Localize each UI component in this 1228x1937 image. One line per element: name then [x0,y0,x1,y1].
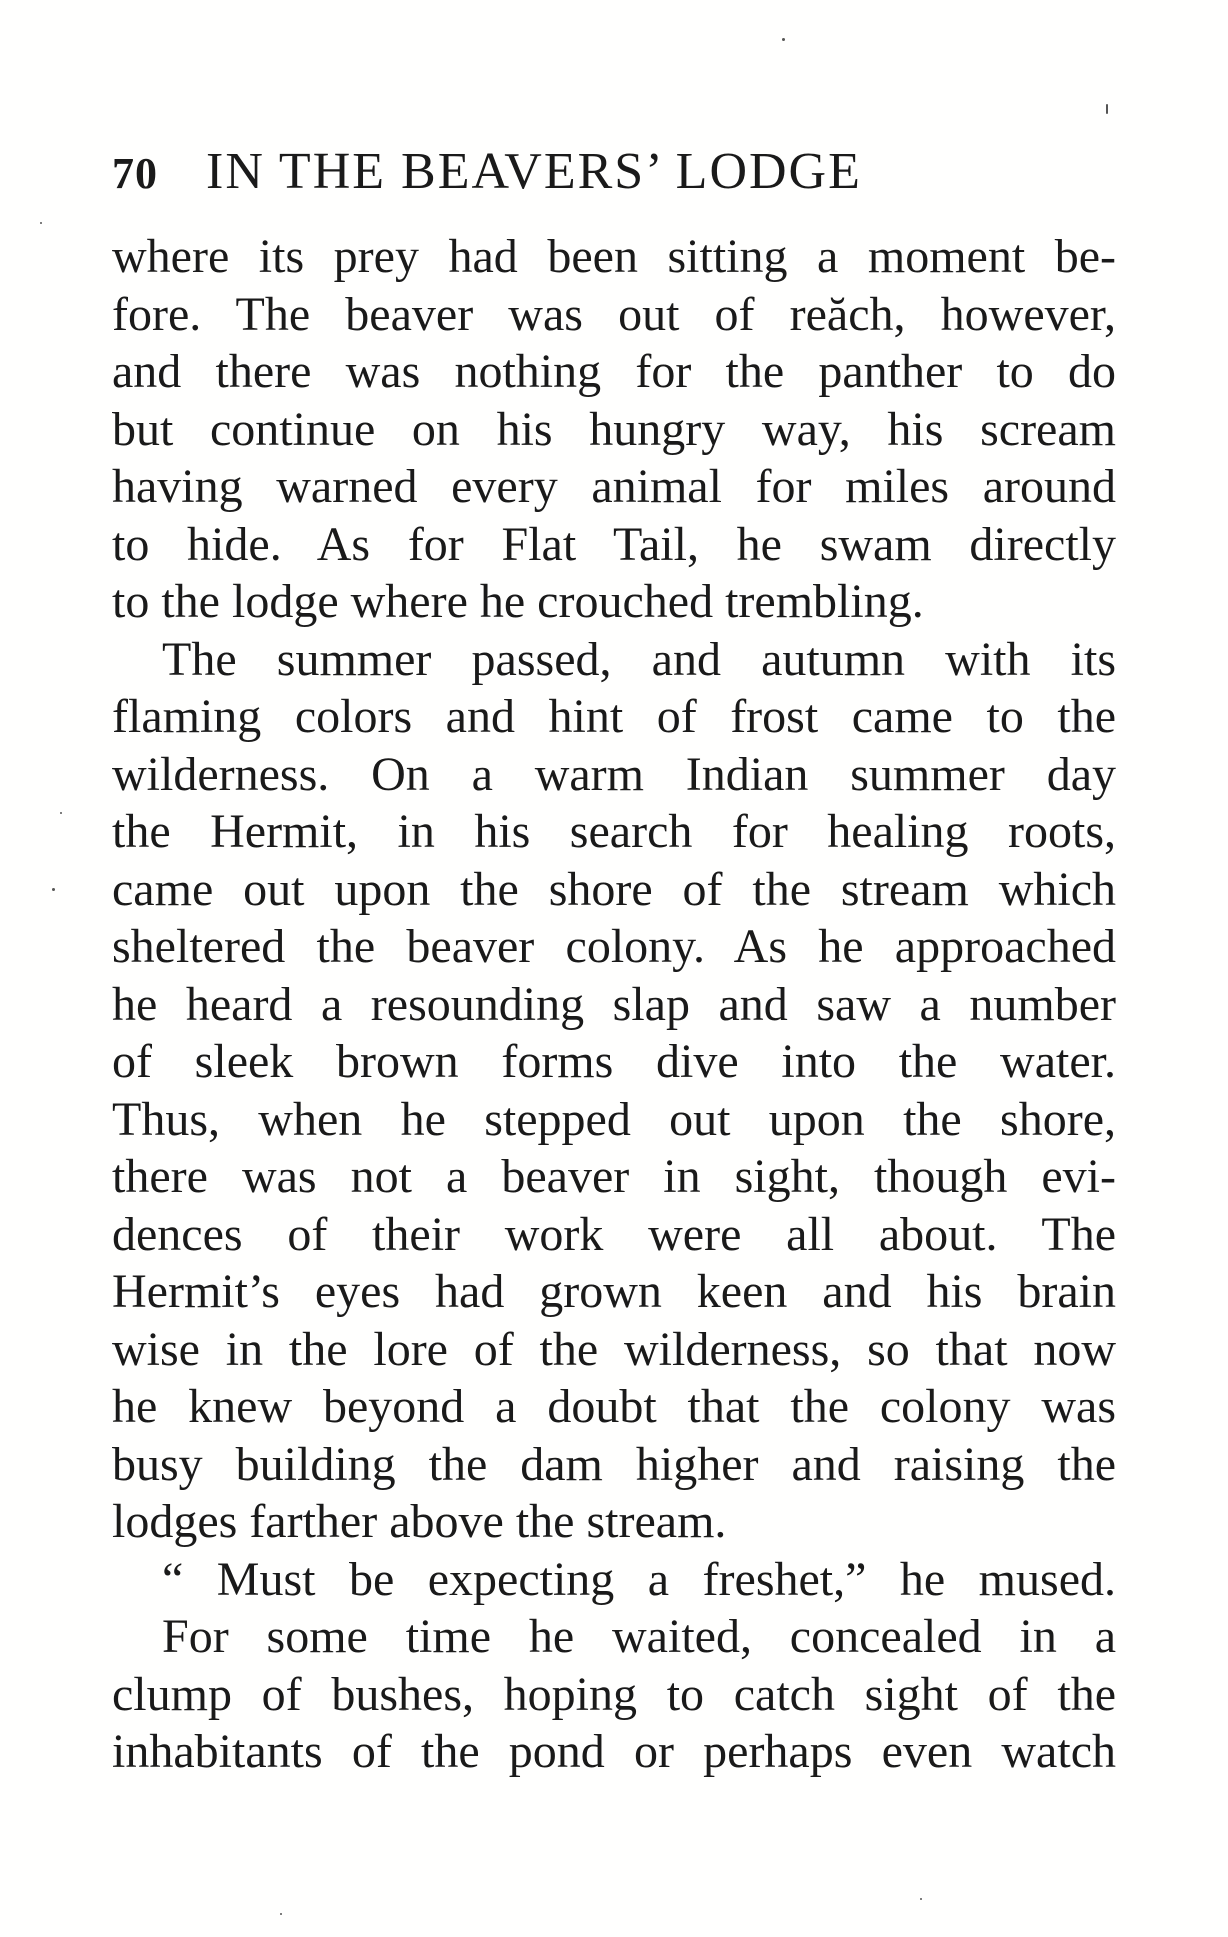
text-line: sheltered the beaver colony. As he approached [112,920,1116,973]
text-line: he knew beyond a doubt that the colony was [112,1380,1116,1433]
text-line: he heard a resounding slap and saw a number [112,977,1116,1031]
text-line: came out upon the shore of the stream which [112,862,1116,916]
text-line: the Hermit, in his search for healing roots, [112,805,1116,858]
text-line: and there was nothing for the panther to do [112,345,1116,398]
text-line: wise in the lore of the wilderness, so that now [112,1322,1116,1376]
text-line: of sleek brown forms dive into the water. [112,1035,1116,1088]
text-line: but continue on his hungry way, his scream [112,402,1116,456]
text-line: having warned every animal for miles around [112,460,1116,513]
page-number: 70 [112,149,158,198]
text-line: dences of their work were all about. The [112,1207,1116,1261]
text-line: Thus, when he stepped out upon the shore, [112,1092,1116,1146]
running-title: IN THE BEAVERS’ LODGE [206,143,862,200]
scan-speck [920,1898,922,1900]
text-line: lodges farther above the stream. [112,1495,727,1548]
running-header [112,142,1122,204]
scan-speck [40,222,42,224]
text-line: to hide. As for Flat Tail, he swam directly [112,517,1116,571]
text-line: inhabitants of the pond or perhaps even watch [112,1725,1116,1778]
scan-speck [52,888,55,891]
scan-speck [782,38,785,41]
text-line: For some time he waited, concealed in a [162,1610,1116,1663]
text-line: where its prey had been sitting a moment be- [112,230,1116,283]
scan-speck [280,1913,282,1915]
text-line: “ Must be expecting a freshet,” he mused. [162,1552,1116,1606]
text-line: flaming colors and hint of frost came to the [112,690,1116,743]
scan-speck [1106,104,1108,114]
text-line: fore. The beaver was out of reăch, however, [112,287,1116,341]
text-line: to the lodge where he crouched trembling. [112,575,924,628]
scan-speck [60,812,62,814]
text-line: busy building the dam higher and raising the [112,1437,1116,1491]
text-line: there was not a beaver in sight, though evi- [112,1150,1116,1203]
text-line: Hermit’s eyes had grown keen and his brain [112,1265,1116,1318]
text-line: The summer passed, and autumn with its [162,632,1116,686]
body-text [112,228,1116,1781]
text-line: wilderness. On a warm Indian summer day [112,747,1116,801]
text-line: clump of bushes, hoping to catch sight of the [112,1667,1116,1721]
